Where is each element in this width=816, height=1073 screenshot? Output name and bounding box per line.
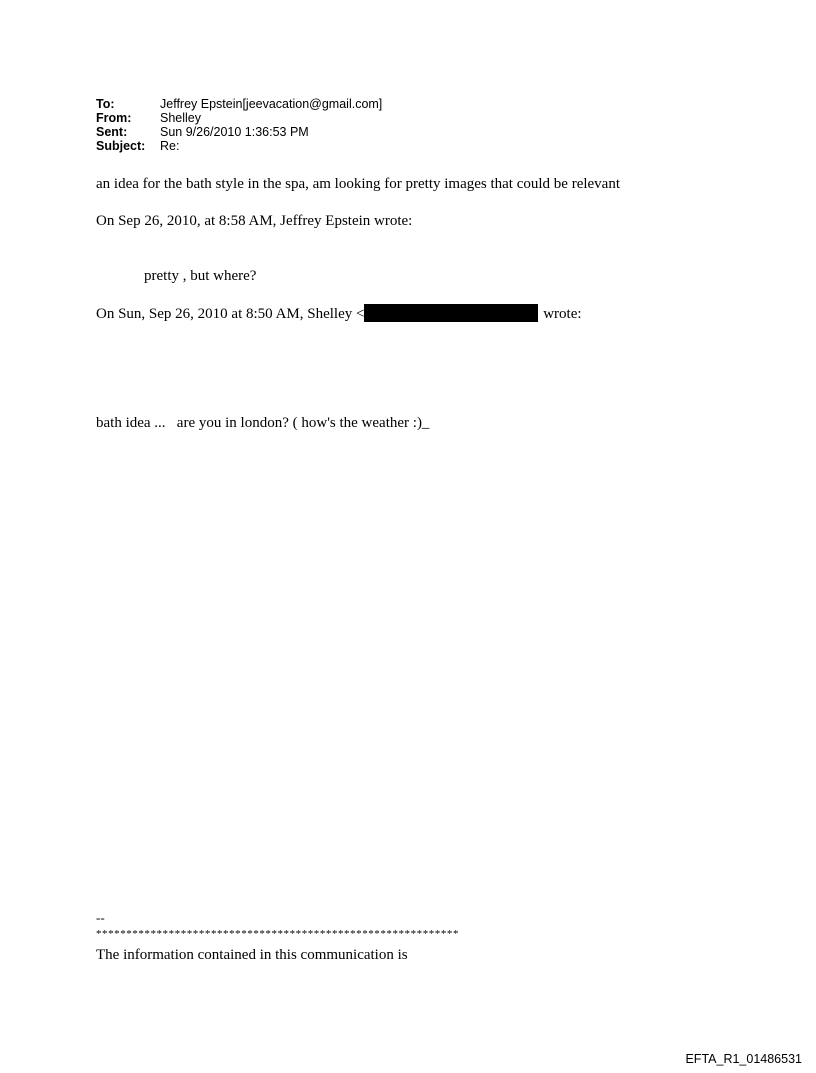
disclaimer-text: The information contained in this communication is (96, 947, 408, 963)
disclaimer-divider: ************************************************************ (96, 928, 459, 940)
email-header (96, 97, 382, 153)
from-value: Shelley (160, 111, 201, 125)
sent-label: Sent: (96, 125, 128, 139)
document-id: EFTA_R1_01486531 (685, 1052, 802, 1066)
quote-intro-prefix: On Sun, Sep 26, 2010 at 8:50 AM, Shelley < (96, 306, 365, 322)
to-value: Jeffrey Epstein[jeevacation@gmail.com] (160, 97, 383, 111)
from-label: From: (96, 111, 132, 125)
quote-intro-shelley (96, 304, 582, 323)
quoted-reply-text: pretty , but where? (144, 268, 257, 284)
to-row (96, 97, 382, 111)
message-body-line: an idea for the bath style in the spa, am looking for pretty images that could be relevant (96, 176, 621, 192)
from-row (96, 111, 382, 125)
subject-row (96, 139, 382, 153)
subject-value: Re: (160, 139, 180, 153)
to-label: To: (96, 97, 115, 111)
quote-intro-suffix: wrote: (543, 306, 582, 322)
quote-intro-epstein: On Sep 26, 2010, at 8:58 AM, Jeffrey Epstein wrote: (96, 213, 413, 229)
sent-row (96, 125, 382, 139)
sent-value: Sun 9/26/2010 1:36:53 PM (160, 125, 309, 139)
redaction-block (364, 304, 538, 322)
quoted-original-text: bath idea ... are you in london? ( how's the weather :)_ (96, 415, 430, 431)
subject-label: Subject: (96, 139, 146, 153)
signature-separator: -- (96, 910, 105, 925)
